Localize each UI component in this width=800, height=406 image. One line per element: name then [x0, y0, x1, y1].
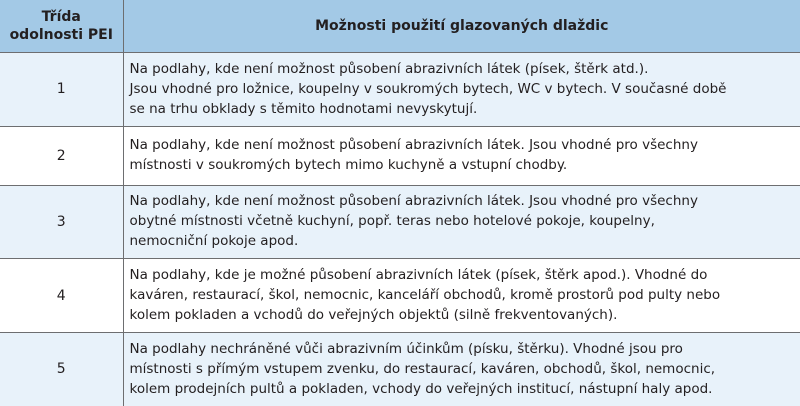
pei-class-cell: 2: [0, 126, 123, 185]
usage-line: Na podlahy, kde není možnost působení abrazivních látek (písek, štěrk atd.).: [129, 60, 649, 77]
header-pei-class: [0, 0, 123, 53]
table-header-row: [0, 0, 800, 53]
pei-class-cell: 3: [0, 185, 123, 259]
usage-line: Na podlahy, kde není možnost působení abrazivních látek. Jsou vhodné pro všechny: [129, 137, 698, 154]
table-row: [0, 53, 800, 127]
pei-class-cell: 1: [0, 53, 123, 127]
usage-line: místnosti s přímým vstupem zvenku, do restaurací, kaváren, obchodů, škol, nemocnic,: [129, 360, 716, 377]
usage-line: obytné místnosti včetně kuchyní, popř. teras nebo hotelové pokoje, koupelny,: [129, 213, 655, 230]
usage-cell: [123, 332, 800, 406]
table-row: [0, 126, 800, 185]
usage-line: kaváren, restaurací, škol, nemocnic, kanceláří obchodů, kromě prostorů pod pulty nebo: [129, 287, 721, 303]
usage-cell: [123, 259, 800, 333]
usage-line: Jsou vhodné pro ložnice, koupelny v soukromých bytech, WC v bytech. V současné době: [129, 80, 727, 97]
usage-cell: [123, 53, 800, 127]
usage-line: Na podlahy, kde je možné působení abrazivních látek (písek, štěrk apod.). Vhodné do: [129, 267, 708, 283]
usage-line: Na podlahy, kde není možnost působení abrazivních látek. Jsou vhodné pro všechny: [129, 193, 698, 210]
table-row: [0, 185, 800, 259]
usage-line: kolem pokladen a vchodů do veřejných objektů (silně frekventovaných).: [129, 307, 618, 323]
usage-line: nemocniční pokoje apod.: [129, 233, 299, 250]
header-pei-class-line: odolnosti PEI: [9, 27, 113, 43]
usage-line: místnosti v soukromých bytech mimo kuchyně a vstupní chodby.: [129, 157, 568, 174]
pei-class-cell: 4: [0, 259, 123, 333]
usage-cell: [123, 126, 800, 185]
usage-line: kolem prodejních pultů a pokladen, vchody do veřejných institucí, nástupní haly apod.: [129, 380, 713, 397]
table-row: [0, 259, 800, 333]
usage-line: se na trhu obklady s těmito hodnotami nevyskytují.: [129, 100, 478, 117]
header-usage: Možnosti použití glazovaných dlaždic: [123, 0, 800, 53]
usage-cell: [123, 185, 800, 259]
usage-line: Na podlahy nechráněné vůči abrazivním účinkům (písku, štěrku). Vhodné jsou pro: [129, 340, 683, 357]
table-row: [0, 332, 800, 406]
pei-class-cell: 5: [0, 332, 123, 406]
header-pei-class-line: Třída: [41, 9, 81, 25]
